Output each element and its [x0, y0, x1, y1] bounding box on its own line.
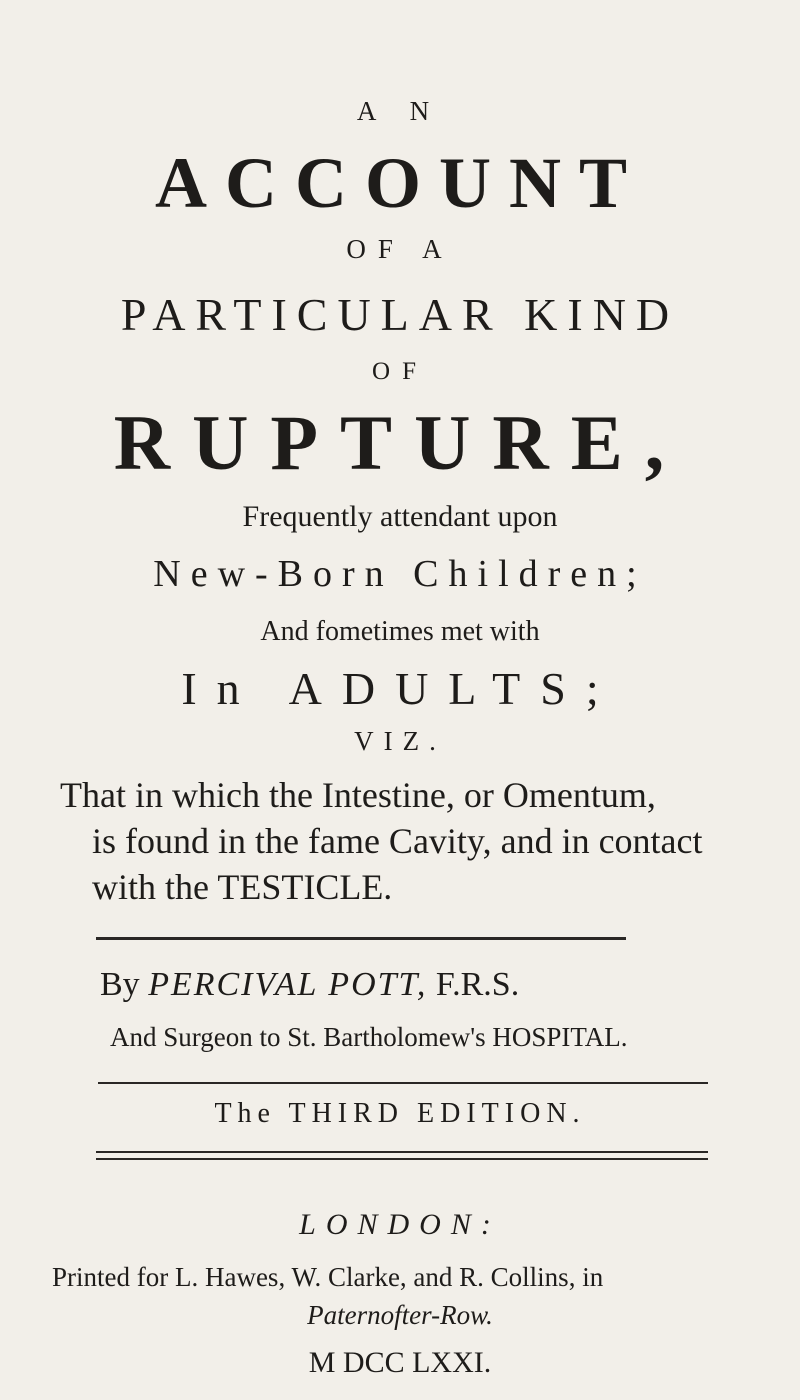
author-prefix: By	[100, 966, 140, 1003]
subtitle-sometimes: And fometimes met with	[260, 616, 540, 647]
author-name: PERCIVAL POTT,	[148, 966, 428, 1003]
description-line-3: with the TESTICLE.	[92, 867, 393, 907]
imprint-city: LONDON:	[299, 1208, 501, 1241]
title-of: OF	[372, 358, 428, 385]
imprint-street: Paternofter-Row.	[307, 1300, 493, 1330]
subtitle-frequently: Frequently attendant upon	[242, 500, 558, 533]
description-line-1: That in which the Intestine, or Omentum,	[60, 775, 656, 815]
subtitle-viz: VIZ.	[354, 726, 446, 756]
title-account: ACCOUNT	[154, 143, 645, 223]
author-suffix: F.R.S.	[435, 966, 520, 1003]
imprint-date: M DCC LXXI.	[308, 1346, 492, 1379]
divider-rule	[96, 937, 626, 940]
divider-rule	[96, 1151, 708, 1153]
title-particular-kind: PARTICULAR KIND	[120, 289, 680, 340]
author-position: And Surgeon to St. Bartholomew's HOSPITAL.	[110, 1022, 628, 1052]
divider-rule	[96, 1158, 708, 1160]
title-rupture: RUPTURE,	[113, 399, 687, 486]
divider-rule	[98, 1082, 708, 1084]
title-an: A N	[356, 96, 444, 126]
author-line	[100, 966, 519, 1004]
description-line-2: is found in the fame Cavity, and in contact	[92, 821, 703, 861]
title-of-a: OF A	[346, 234, 454, 264]
edition-statement: The THIRD EDITION.	[214, 1098, 586, 1129]
imprint-printers: Printed for L. Hawes, W. Clarke, and R. Collins, in	[52, 1262, 604, 1292]
subtitle-adults: In ADULTS;	[181, 663, 619, 714]
subtitle-new-born: New-Born Children;	[153, 553, 647, 595]
